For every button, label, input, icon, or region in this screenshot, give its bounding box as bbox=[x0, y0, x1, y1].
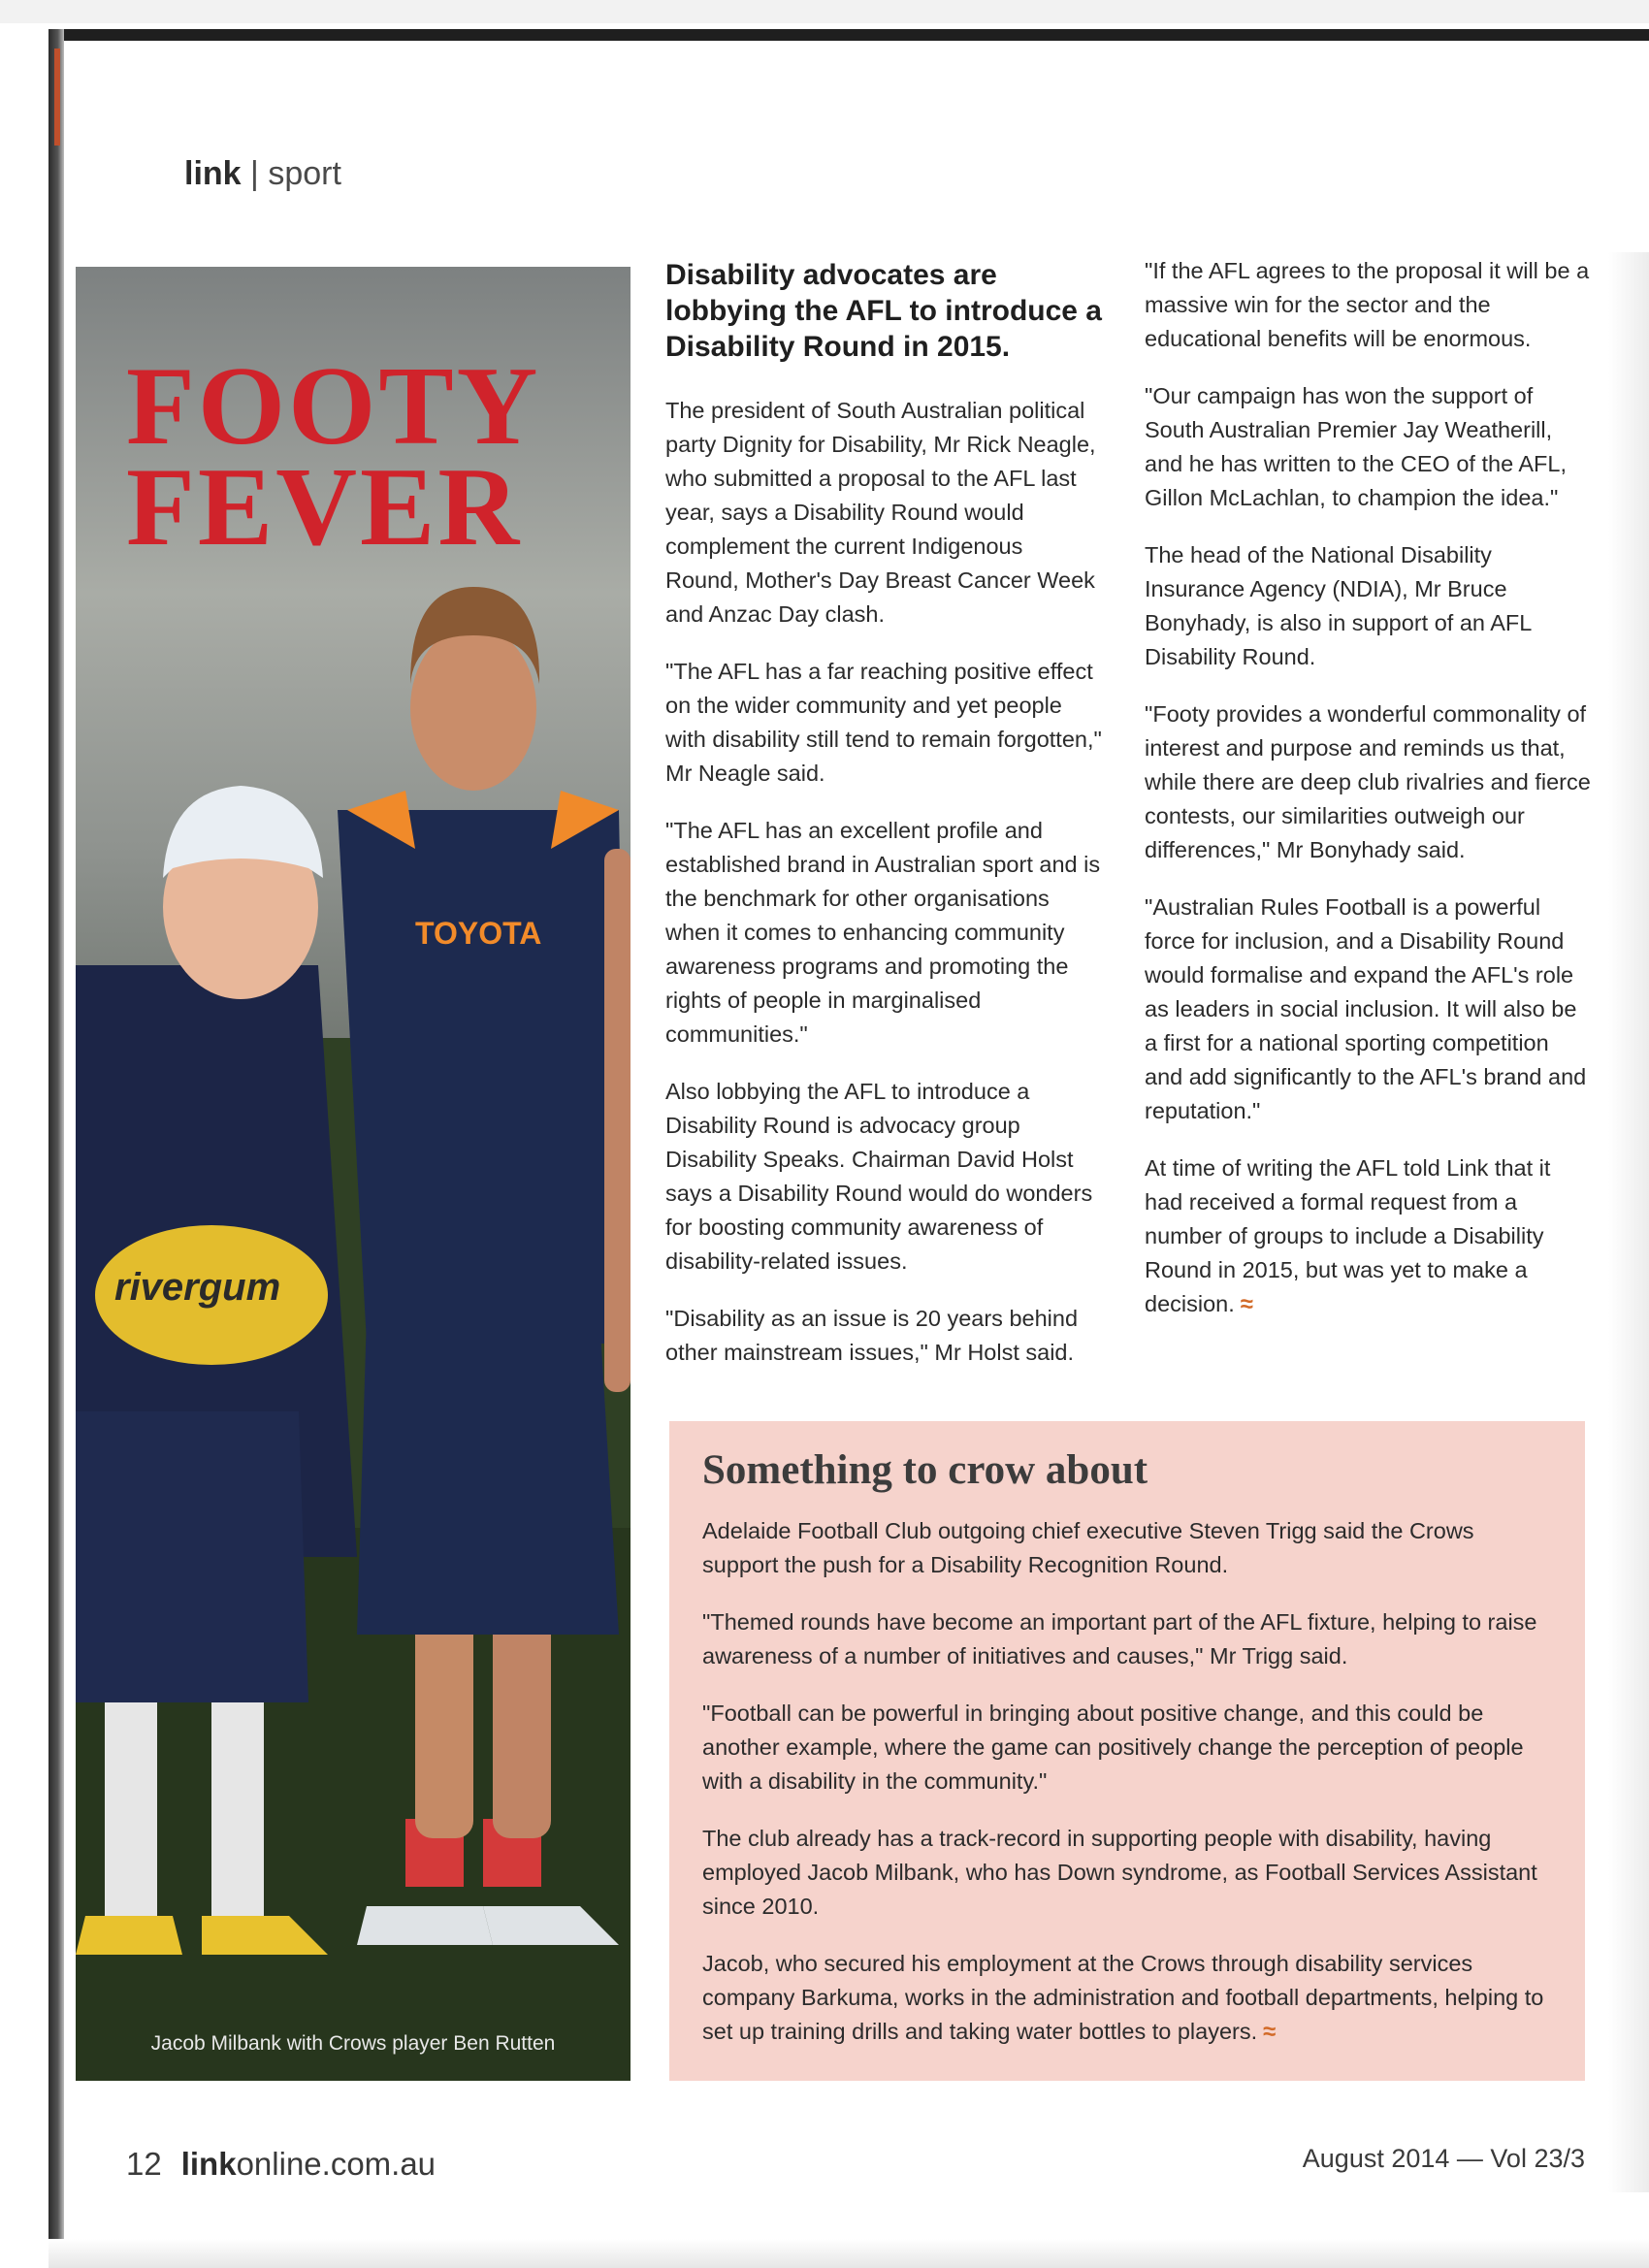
page-number: 12 bbox=[126, 2146, 162, 2182]
article-intro: Disability advocates are lobbying the AFL to introduce a Disability Round in 2015. bbox=[665, 259, 1102, 363]
sidebar-paragraph: The club already has a track-record in supporting people with disability, having employed Jacob Milbank, who has Down syndrome, as Football Services Assistant since 2010. bbox=[702, 1826, 1537, 1919]
sidebar-paragraph: "Football can be powerful in bringing about positive change, and this could be another example, where the game can positively change the perception of people with a disability in the community." bbox=[702, 1701, 1524, 1794]
sidebar-title: Something to crow about bbox=[702, 1447, 1148, 1493]
feature-photo bbox=[76, 267, 630, 2081]
article-paragraph: "Australian Rules Football is a powerful force for inclusion, and a Disability Round would formalise and expand the AFL's role as leaders in social inclusion. It will also be a first for a national sporting competition and add significantly to the AFL's brand and reputation." bbox=[1145, 894, 1587, 1123]
svg-text:TOYOTA: TOYOTA bbox=[415, 916, 542, 951]
article-column-1 bbox=[665, 257, 1102, 1393]
running-head-brand: link bbox=[184, 155, 242, 192]
scan-top-margin bbox=[0, 0, 1649, 23]
page-edge-top bbox=[48, 29, 1649, 41]
article-paragraph: The head of the National Disability Insurance Agency (NDIA), Mr Bruce Bonyhady, is also in support of an AFL Disability Round. bbox=[1145, 542, 1532, 669]
sidebar-paragraph: "Themed rounds have become an important part of the AFL fixture, helping to raise awareness of a number of initiatives and causes," Mr Trigg said. bbox=[702, 1609, 1537, 1669]
article-paragraph: "If the AFL agrees to the proposal it will be a massive win for the sector and the educational benefits will be enormous. bbox=[1145, 258, 1590, 351]
sidebar-paragraph: Adelaide Football Club outgoing chief executive Steven Trigg said the Crows support the push for a Disability Recognition Round. bbox=[702, 1518, 1474, 1577]
running-head-separator: | bbox=[250, 155, 259, 192]
svg-text:rivergum: rivergum bbox=[114, 1266, 281, 1309]
page-edge-bottom bbox=[48, 2239, 1649, 2268]
article-paragraph: "The AFL has an excellent profile and established brand in Australian sport and is the benchmark for other organisations when it comes to enhancing community awareness programs and promoting the rights of people in marginalised communities." bbox=[665, 818, 1101, 1047]
feature-title-line1: FOOTY bbox=[126, 344, 541, 469]
sidebar-paragraph-text: Jacob, who secured his employment at the Crows through disability services company Barkuma, works in the administration and football departments, helping to set up training drills and taking water bottles to players. bbox=[702, 1951, 1544, 2044]
photo-caption: Jacob Milbank with Crows player Ben Rutten bbox=[150, 2032, 556, 2055]
article-paragraph: "Footy provides a wonderful commonality of interest and purpose and reminds us that, while there are deep club rivalries and fierce contests, our similarities outweigh our differences," Mr Bonyhady said. bbox=[1145, 701, 1591, 862]
sidebar-body bbox=[702, 1514, 1556, 2072]
article-paragraph: "Our campaign has won the support of South Australian Premier Jay Weatherill, and he has written to the CEO of the AFL, Gillon McLachlan, to champion the idea." bbox=[1145, 383, 1568, 510]
footer-site-bold: link bbox=[180, 2146, 237, 2182]
end-mark-icon: ≈ bbox=[1263, 2019, 1277, 2045]
running-head bbox=[184, 155, 341, 193]
feature-title-line2: FEVER bbox=[126, 445, 523, 569]
article-paragraph: The president of South Australian political party Dignity for Disability, Mr Rick Neagle, who submitted a proposal to the AFL last year, says a Disability Round would complement the current Indigenous Round, Mother's Day Breast Cancer Week and Anzac Day clash. bbox=[665, 398, 1096, 627]
article-paragraph: "The AFL has a far reaching positive effect on the wider community and yet people with disability still tend to remain forgotten," Mr Neagle said. bbox=[665, 659, 1102, 786]
end-mark-icon: ≈ bbox=[1240, 1291, 1253, 1317]
article-paragraph: "Disability as an issue is 20 years behind other mainstream issues," Mr Holst said. bbox=[665, 1306, 1079, 1365]
footer-issue: August 2014 — Vol 23/3 bbox=[1302, 2144, 1585, 2173]
page-edge-right bbox=[1608, 252, 1649, 2192]
sidebar-paragraph-last bbox=[702, 1947, 1556, 2049]
article-column-2 bbox=[1145, 254, 1591, 1345]
article-paragraph-last bbox=[1145, 1151, 1591, 1321]
article-paragraph: Also lobbying the AFL to introduce a Disability Round is advocacy group Disability Speaks. Chairman David Holst says a Disability Round would do wonders for boosting community awareness of disability-related issues. bbox=[665, 1079, 1093, 1274]
running-head-section: sport bbox=[268, 155, 341, 192]
page-edge-left bbox=[48, 29, 64, 2251]
footer-left bbox=[126, 2146, 436, 2183]
feature-title bbox=[126, 344, 541, 569]
sidebar-box bbox=[669, 1421, 1585, 2081]
article-paragraph-text: At time of writing the AFL told Link that it had received a formal request from a number of groups to include a Disability Round in 2015, but was yet to make a decision. bbox=[1145, 1155, 1551, 1316]
footer-site-rest: online.com.au bbox=[236, 2146, 436, 2182]
